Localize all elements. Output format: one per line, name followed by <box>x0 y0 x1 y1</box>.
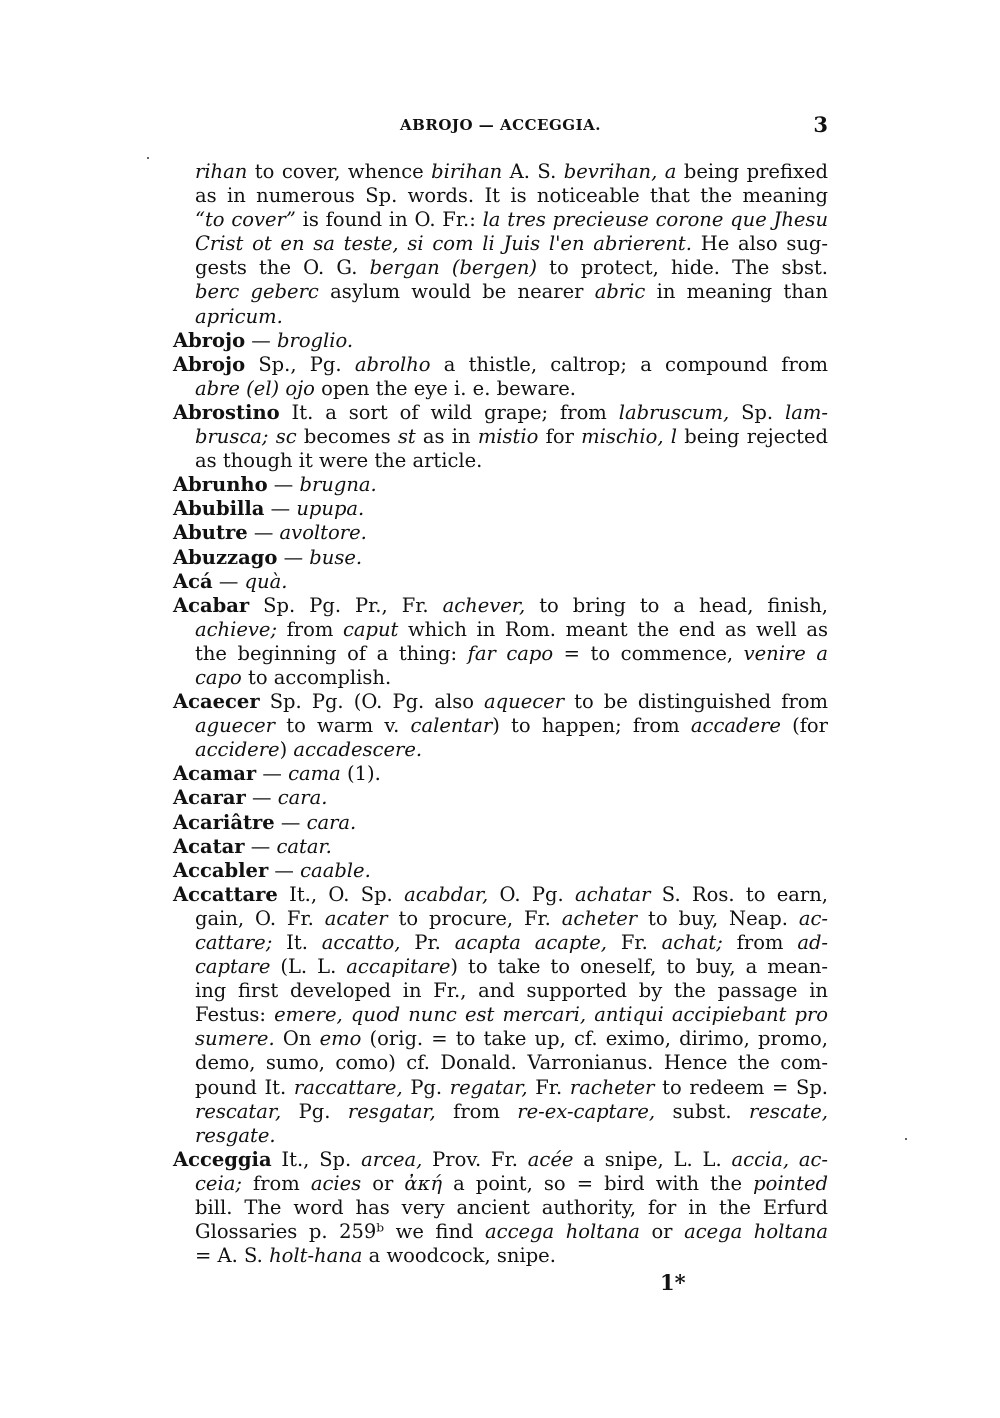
italic-term: rihan <box>195 160 248 183</box>
italic-term: acée <box>527 1147 574 1171</box>
print-speck <box>905 1138 907 1140</box>
text-line <box>173 618 828 642</box>
text-run: demo, sumo, como) cf. Donald. Varronianus. Hence the com- <box>195 1051 828 1075</box>
italic-term: birihan <box>431 160 503 183</box>
text-line <box>173 232 828 256</box>
italic-term: cattare; <box>195 931 273 954</box>
text-line <box>173 280 828 304</box>
text-run: a point, so = bird with the <box>442 1171 754 1195</box>
text-run: Pg. <box>281 1099 348 1123</box>
text-run: (1). <box>340 762 381 786</box>
entry-headword: Abubilla <box>173 497 265 521</box>
text-line <box>173 786 828 810</box>
page-number: 3 <box>813 112 828 137</box>
italic-term: caput <box>342 617 399 641</box>
text-line <box>173 1076 828 1100</box>
text-line <box>173 305 828 329</box>
italic-term: achat; <box>661 931 723 954</box>
text-line <box>173 401 828 425</box>
italic-term: cara. <box>306 810 357 834</box>
italic-term: ad- <box>797 931 829 954</box>
text-line <box>173 353 828 377</box>
text-run: — <box>268 858 301 882</box>
italic-term: re-ex-captare, <box>517 1099 656 1123</box>
italic-term: acega holtana <box>684 1220 828 1244</box>
page-header <box>173 112 828 142</box>
text-line <box>173 1244 828 1268</box>
entry-headword: Acaecer <box>173 690 260 714</box>
text-run: Sp., Pg. <box>245 352 355 376</box>
text-line <box>173 859 828 883</box>
entry-headword: Abrojo <box>173 328 246 352</box>
text-run: (for <box>780 714 828 738</box>
text-line <box>173 1172 828 1196</box>
italic-term: emere, quod nunc est mercari, antiqui accipiebant pro <box>274 1003 829 1027</box>
italic-term: accadescere. <box>293 738 423 762</box>
text-run: Glossaries p. 259ᵇ we find <box>195 1220 486 1244</box>
text-line <box>173 377 828 401</box>
text-line <box>173 1220 828 1244</box>
italic-term: accatto, <box>321 931 401 954</box>
text-run: to be distinguished from <box>564 690 828 714</box>
italic-term: “to cover” <box>195 208 296 232</box>
italic-term: venire a <box>743 641 828 665</box>
text-run: from <box>722 931 798 954</box>
italic-term: la tres precieuse corone que Jhesu <box>482 208 829 232</box>
text-run: (orig. = to take up, cf. eximo, dirimo, promo, <box>361 1027 829 1051</box>
italic-term: emo <box>319 1027 362 1051</box>
text-run: bill. The word has very ancient authority, for in the Erfurd <box>195 1196 828 1220</box>
italic-term: sumere. <box>195 1027 275 1051</box>
text-run: Sp. Pg. Pr., Fr. <box>249 593 443 617</box>
italic-term: achieve; <box>195 617 278 641</box>
italic-term: bevrihan, a <box>563 160 677 183</box>
text-run: or <box>361 1171 405 1195</box>
italic-term: ac- <box>798 906 828 930</box>
italic-term: resgate. <box>195 1123 276 1147</box>
text-line <box>173 835 828 859</box>
text-run: to buy, Neap. <box>637 906 799 930</box>
italic-term: pointed <box>753 1171 828 1195</box>
italic-term: brugna. <box>299 473 377 497</box>
entry-headword: Acá <box>173 569 213 593</box>
entry-headword: Acatar <box>173 834 245 858</box>
italic-term: abrolho <box>354 352 431 376</box>
italic-term: achatar <box>574 882 651 906</box>
text-run: On <box>274 1027 320 1051</box>
italic-term: aguecer <box>195 714 275 738</box>
italic-term: acies <box>310 1171 362 1195</box>
entry-headword: Accabler <box>173 858 269 882</box>
text-run: Prov. Fr. <box>422 1147 528 1171</box>
text-run: S. Ros. to earn, <box>650 882 828 906</box>
italic-term: capo <box>195 665 242 689</box>
text-run: from <box>435 1099 518 1123</box>
italic-term: cama <box>288 762 341 786</box>
italic-term: acabdar, <box>404 882 489 906</box>
text-run: O. Pg. <box>488 882 575 906</box>
italic-term: lam- <box>785 400 828 424</box>
italic-term: st <box>397 425 416 449</box>
text-run: It., O. Sp. <box>277 882 405 906</box>
text-run: to redeem = Sp. <box>654 1075 828 1099</box>
text-run: = A. S. <box>195 1244 270 1268</box>
text-run: — <box>264 497 297 521</box>
text-run: (L. L. <box>270 955 347 979</box>
text-run: a woodcock, snipe. <box>362 1244 556 1268</box>
signature-mark: 1* <box>660 1270 686 1295</box>
entry-headword: Acamar <box>173 762 257 786</box>
text-run: a thistle, caltrop; a compound from <box>430 352 829 376</box>
italic-term: accia, ac- <box>731 1147 829 1171</box>
text-run: Fr. <box>527 1075 570 1099</box>
text-run: Sp. <box>729 400 786 424</box>
text-run: = to commence, <box>553 641 744 665</box>
text-run: becomes <box>296 425 398 449</box>
italic-term: berc geberc <box>195 280 319 304</box>
italic-term: labruscum, <box>618 400 730 424</box>
text-run: — <box>274 810 307 834</box>
entry-headword: Abutre <box>173 521 248 545</box>
text-line <box>173 955 828 979</box>
text-run: to cover, whence <box>247 160 432 183</box>
text-run: Pr. <box>400 931 455 954</box>
entry-headword: Abuzzago <box>173 545 278 569</box>
text-run: ) to take to oneself, to buy, a mean- <box>450 955 828 979</box>
text-line <box>173 1003 828 1027</box>
text-line <box>173 425 828 449</box>
text-run: — <box>245 328 278 352</box>
text-line <box>173 256 828 280</box>
italic-term: raccattare, <box>293 1075 403 1099</box>
text-line <box>173 497 828 521</box>
dictionary-entries <box>173 160 828 1268</box>
text-run: to procure, Fr. <box>387 906 562 930</box>
italic-term: buse. <box>309 545 363 569</box>
text-run: pound It. <box>195 1075 294 1099</box>
text-run: gain, O. Fr. <box>195 906 325 930</box>
italic-term: apricum. <box>195 304 283 328</box>
italic-term: holt-hana <box>269 1244 363 1268</box>
text-run: as in <box>415 425 478 449</box>
entry-headword: Acabar <box>173 593 250 617</box>
text-run: — <box>277 545 310 569</box>
text-run: open the eye i. e. beware. <box>314 376 577 400</box>
italic-term: mischio, l <box>581 425 677 449</box>
italic-term: bergan (bergen) <box>369 256 537 280</box>
entry-headword: Abrostino <box>173 400 280 424</box>
print-speck <box>147 157 149 159</box>
text-line <box>173 762 828 786</box>
text-line <box>173 594 828 618</box>
text-run: to accomplish. <box>241 665 392 689</box>
text-line <box>173 690 828 714</box>
text-run: to protect, hide. The sbst. <box>537 256 828 280</box>
entry-headword: Acariâtre <box>173 810 275 834</box>
text-line <box>173 714 828 738</box>
entry-headword: Abrunho <box>173 473 268 497</box>
text-run: Sp. Pg. (O. Pg. also <box>259 690 485 714</box>
text-run: — <box>247 521 280 545</box>
text-line <box>173 1051 828 1075</box>
text-run: Fr. <box>606 931 662 954</box>
text-line <box>173 666 828 690</box>
italic-term: arcea, <box>361 1147 423 1171</box>
italic-term: quà. <box>244 569 288 593</box>
text-line <box>173 1027 828 1051</box>
text-line <box>173 570 828 594</box>
running-title: ABROJO — ACCEGGIA. <box>400 116 601 134</box>
text-line <box>173 738 828 762</box>
italic-term: ἀκή <box>404 1171 442 1195</box>
text-run: as in numerous Sp. words. It is noticeable that the meaning <box>195 184 828 208</box>
text-run: — <box>267 473 300 497</box>
italic-term: accidere <box>195 738 280 762</box>
entry-headword: Acceggia <box>173 1147 272 1171</box>
italic-term: aquecer <box>484 690 565 714</box>
text-line <box>173 642 828 666</box>
italic-term: far capo <box>467 641 554 665</box>
italic-term: achever, <box>442 593 526 617</box>
text-run: — <box>244 834 277 858</box>
italic-term: calentar <box>410 714 493 738</box>
text-run: — <box>212 569 245 593</box>
text-line <box>173 521 828 545</box>
text-run: subst. <box>655 1099 749 1123</box>
text-line <box>173 811 828 835</box>
text-line <box>173 160 828 184</box>
italic-term: broglio. <box>277 328 354 352</box>
italic-term: accapitare <box>346 955 451 979</box>
text-run: which in Rom. meant the end as well as <box>398 617 829 641</box>
text-line <box>173 473 828 497</box>
italic-term: catar. <box>276 834 332 858</box>
italic-term: accega holtana <box>485 1220 640 1244</box>
entry-headword: Abrojo <box>173 352 246 376</box>
text-line <box>173 1196 828 1220</box>
italic-term: acheter <box>561 906 638 930</box>
italic-term: cara. <box>277 786 328 810</box>
text-line <box>173 546 828 570</box>
text-run: It. a sort of wild grape; from <box>279 400 619 424</box>
entry-headword: Acarar <box>173 786 246 810</box>
italic-term: captare <box>195 955 271 979</box>
italic-term: resgatar, <box>347 1099 436 1123</box>
text-run: A. S. <box>502 160 564 183</box>
italic-term: racheter <box>569 1075 655 1099</box>
text-line <box>173 907 828 931</box>
text-line <box>173 184 828 208</box>
italic-term: brusca; sc <box>195 425 297 449</box>
text-line <box>173 979 828 1003</box>
italic-term: rescatar, <box>195 1099 282 1123</box>
entry-headword: Accattare <box>173 882 278 906</box>
text-line <box>173 931 828 955</box>
italic-term: ceia; <box>195 1171 242 1195</box>
text-line <box>173 1100 828 1124</box>
text-run: the beginning of a thing: <box>195 641 468 665</box>
italic-term: avoltore. <box>279 521 367 545</box>
italic-term: regatar, <box>449 1075 528 1099</box>
text-run: He also sug- <box>691 232 828 256</box>
text-run: ing first developed in Fr., and supported by the passage in <box>195 979 828 1003</box>
text-run: being rejected <box>676 425 828 449</box>
italic-term: acapta acapte, <box>454 931 607 954</box>
text-line <box>173 1148 828 1172</box>
text-run: asylum would be nearer <box>318 280 595 304</box>
text-run: or <box>639 1220 685 1244</box>
italic-term: acater <box>324 906 388 930</box>
text-run: for <box>538 425 582 449</box>
text-line <box>173 883 828 907</box>
text-run: in meaning than <box>645 280 828 304</box>
italic-term: upupa. <box>296 497 365 521</box>
text-run: It. <box>272 931 322 954</box>
text-run: as though it were the article. <box>195 449 483 473</box>
italic-term: accadere <box>690 714 781 738</box>
text-line <box>173 449 828 473</box>
italic-term: mistio <box>477 425 539 449</box>
italic-term: abric <box>594 280 646 304</box>
text-run: It., Sp. <box>271 1147 362 1171</box>
text-run: being prefixed <box>676 160 828 183</box>
text-run: Festus: <box>195 1003 275 1027</box>
text-run: ) to happen; from <box>492 714 691 738</box>
text-line <box>173 329 828 353</box>
text-run: ) <box>279 738 294 762</box>
text-run: gests the O. G. <box>195 256 370 280</box>
italic-term: abre (el) ojo <box>195 376 315 400</box>
text-run: Pg. <box>402 1075 450 1099</box>
text-run: to warm v. <box>275 714 411 738</box>
text-run: — <box>256 762 289 786</box>
text-line <box>173 208 828 232</box>
text-run: to bring to a head, finish, <box>525 593 828 617</box>
text-line <box>173 1124 828 1148</box>
italic-term: rescate, <box>749 1099 828 1123</box>
text-run: from <box>277 617 343 641</box>
text-run: from <box>241 1171 311 1195</box>
italic-term: Crist ot en sa teste, si com li Juis l'en abrierent. <box>195 232 692 256</box>
text-run: — <box>245 786 278 810</box>
italic-term: caable. <box>300 858 371 882</box>
text-run: a snipe, L. L. <box>573 1147 732 1171</box>
text-run: is found in O. Fr.: <box>295 208 483 232</box>
